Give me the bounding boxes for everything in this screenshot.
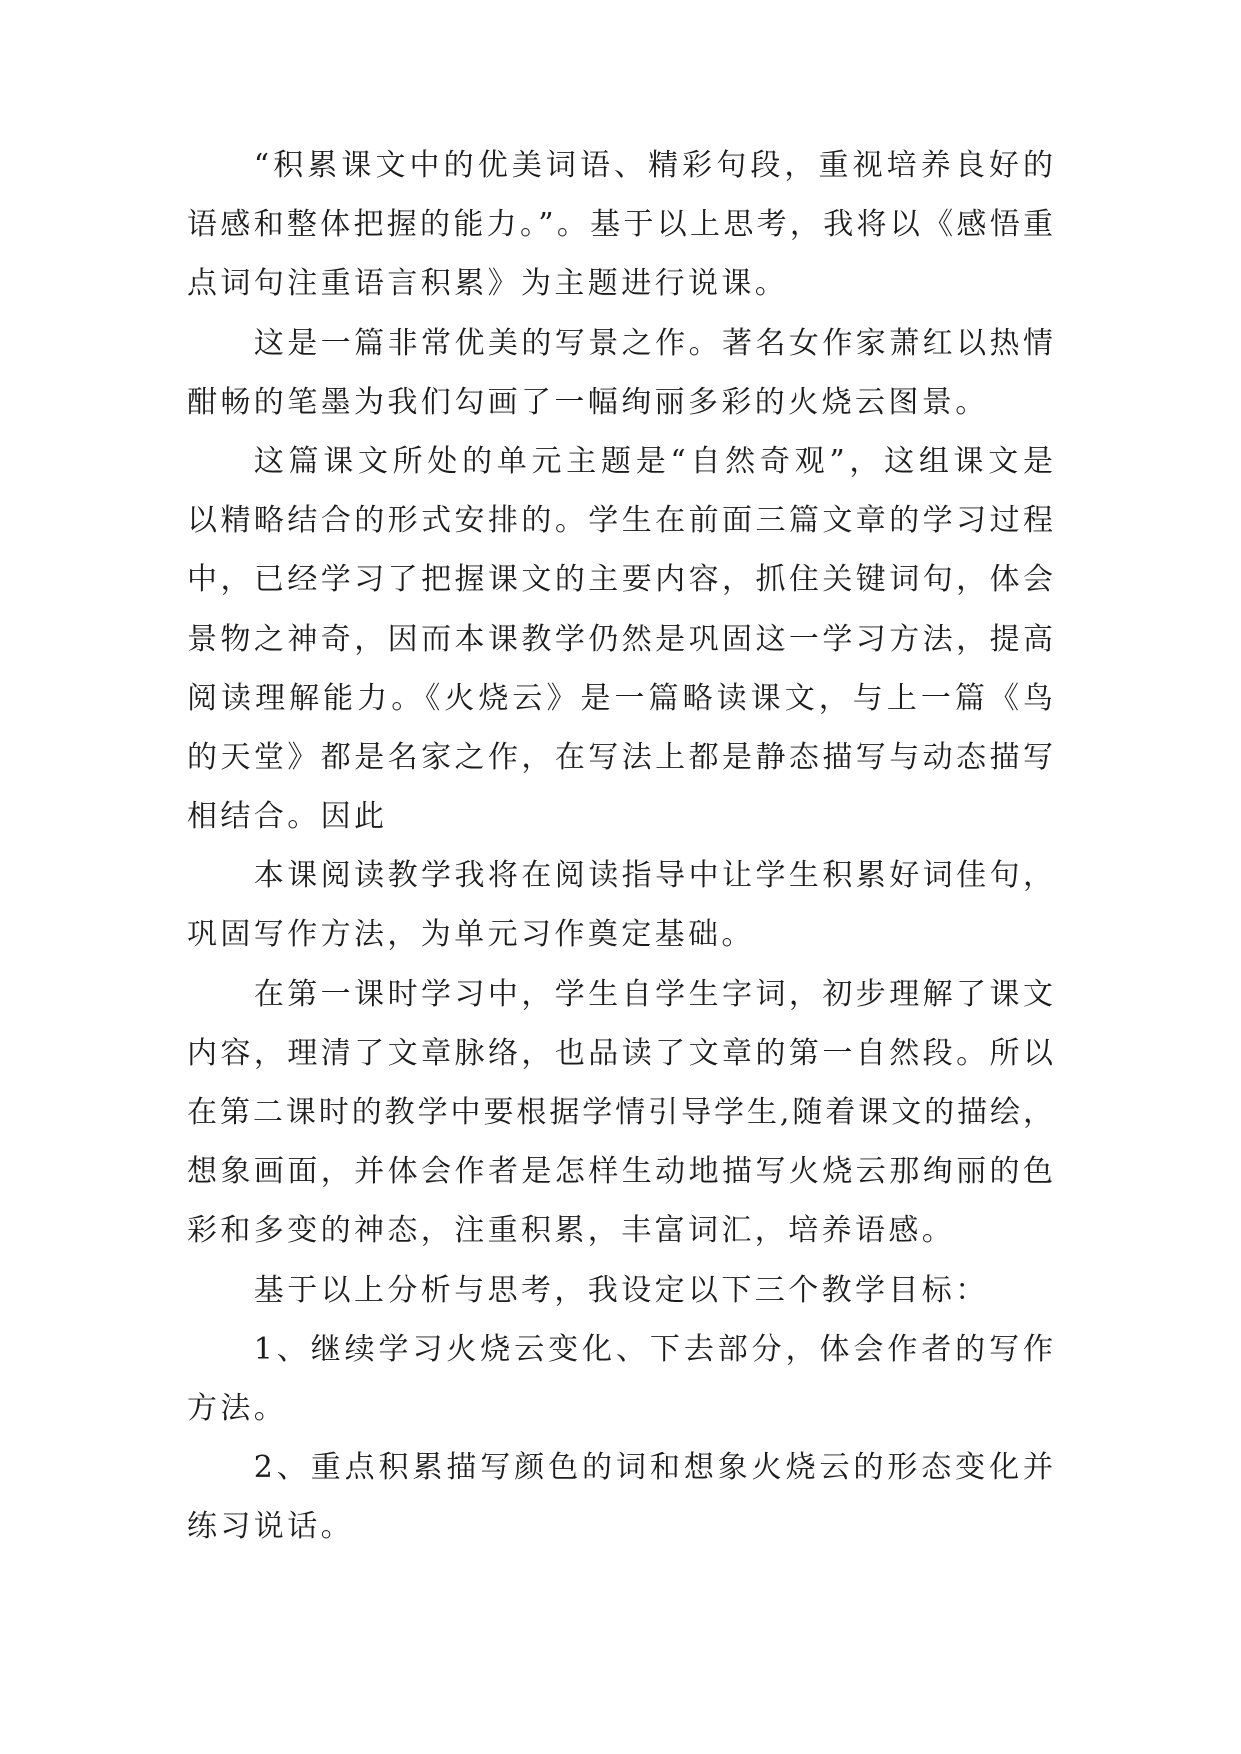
document-body: [187, 136, 1053, 1557]
text-line: 阅读理解能力。《火烧云》是一篇略读课文，与上一篇《鸟: [187, 680, 1053, 716]
paragraph-text-overview: [187, 314, 1053, 432]
text-line: 中，已经学习了把握课文的主要内容，抓住关键词句，体会: [187, 562, 1053, 598]
text-line: 练习说话。: [187, 1509, 354, 1545]
text-line: 的天堂》都是名家之作，在写法上都是静态描写与动态描写: [187, 739, 1053, 775]
paragraph-unit-theme: [187, 432, 1053, 846]
text-line: 点词句注重语言积累》为主题进行说课。: [187, 266, 789, 302]
text-line: 内容，理清了文章脉络，也品读了文章的第一自然段。所以: [187, 1035, 1053, 1071]
text-line: 在第一课时学习中，学生自学生字词，初步理解了课文: [253, 976, 1053, 1012]
paragraph-goal-2: [187, 1438, 1053, 1556]
paragraph-reading-teaching: [187, 846, 1053, 964]
text-line: 以精略结合的形式安排的。学生在前面三篇文章的学习过程: [187, 503, 1053, 539]
text-line: 景物之神奇，因而本课教学仍然是巩固这一学习方法，提高: [187, 621, 1053, 657]
paragraph-intro: [187, 136, 1053, 314]
text-line: 语感和整体把握的能力。”。基于以上思考，我将以《感悟重: [187, 207, 1053, 243]
text-line: 酣畅的笔墨为我们勾画了一幅绚丽多彩的火烧云图景。: [187, 384, 989, 420]
text-line: 想象画面，并体会作者是怎样生动地描写火烧云那绚丽的色: [187, 1154, 1053, 1190]
paragraph-learning-situation: [187, 965, 1053, 1261]
text-line: 基于以上分析与思考，我设定以下三个教学目标：: [253, 1272, 989, 1308]
text-line: 1、继续学习火烧云变化、下去部分，体会作者的写作: [253, 1331, 1053, 1367]
text-line: 2、重点积累描写颜色的词和想象火烧云的形态变化并: [253, 1450, 1053, 1486]
text-line: 巩固写作方法，为单元习作奠定基础。: [187, 917, 755, 953]
text-line: 在第二课时的教学中要根据学情引导学生,随着课文的描绘，: [187, 1095, 1053, 1130]
text-line: “积累课文中的优美词语、精彩句段，重视培养良好的: [253, 148, 1053, 183]
text-line: 本课阅读教学我将在阅读指导中让学生积累好词佳句，: [253, 858, 1053, 894]
paragraph-goals-intro: [187, 1261, 1053, 1320]
text-line: 相结合。因此: [187, 799, 388, 835]
text-line: 这篇课文所处的单元主题是“自然奇观”，这组课文是: [253, 443, 1053, 479]
text-line: 彩和多变的神态，注重积累，丰富词汇，培养语感。: [187, 1213, 956, 1249]
text-line: 方法。: [187, 1390, 288, 1426]
text-line: 这是一篇非常优美的写景之作。著名女作家萧红以热情: [253, 325, 1053, 361]
paragraph-goal-1: [187, 1320, 1053, 1438]
